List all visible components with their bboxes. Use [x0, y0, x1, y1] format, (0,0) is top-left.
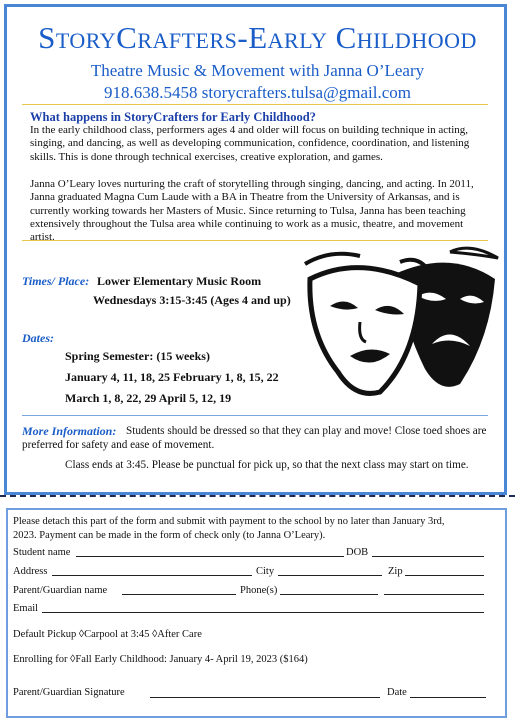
zip-label: Zip [388, 566, 403, 577]
phone-field-2[interactable] [384, 594, 484, 595]
enroll-label: Enrolling for [13, 654, 68, 665]
signature-field[interactable] [150, 697, 380, 698]
pickup-label: Default Pickup [13, 629, 77, 640]
dates-line-1: January 4, 11, 18, 25 February 1, 8, 15, 22 [65, 370, 279, 384]
times-label: Times/ Place: [22, 274, 90, 288]
parent-name-field[interactable] [122, 594, 236, 595]
fall-early-childhood-option[interactable]: ◊Fall Early Childhood: January 4- April 19, 2023 ($164) [70, 654, 308, 665]
page-title: StoryCrafters-Early Childhood [38, 20, 477, 55]
contact-info: 918.638.5458 storycrafters.tulsa@gmail.com [104, 83, 411, 102]
dob-label: DOB [346, 547, 369, 558]
signature-label: Parent/Guardian Signature [13, 687, 125, 698]
form-instructions: Please detach this part of the form and submit with payment to the school by no later than January 3rd, 2023. Payment can be made in the form of check only (to Janna O’Leary). [13, 516, 445, 541]
email-field[interactable] [42, 612, 484, 613]
divider [22, 415, 488, 416]
date-field[interactable] [410, 697, 486, 698]
about-paragraph-1: In the early childhood class, performers ages 4 and older will focus on building technique in acting, singing, and dancing, as well as developing communication, confidence, coordination, and listening skills. This is done through technical exercises, creative exploration, and games. [30, 124, 470, 163]
tear-line [0, 495, 515, 497]
address-field[interactable] [52, 575, 252, 576]
dates-line-2: March 1, 8, 22, 29 April 5, 12, 19 [65, 391, 232, 405]
divider [22, 104, 488, 105]
pickup-row [13, 628, 202, 642]
carpool-option[interactable]: ◊Carpool at 3:45 [78, 629, 150, 640]
theatre-masks-icon [300, 244, 500, 399]
city-label: City [256, 566, 275, 577]
phone-field-1[interactable] [280, 594, 378, 595]
more-info-label: More Information: [22, 424, 117, 438]
diamond-icon: ◊ [152, 629, 158, 640]
times-schedule: Wednesdays 3:15-3:45 (Ages 4 and up) [93, 293, 291, 307]
phone-label: Phone(s) [240, 585, 278, 596]
dates-semester: Spring Semester: (15 weeks) [65, 349, 210, 363]
page-subtitle: Theatre Music & Movement with Janna O’Leary [90, 61, 425, 80]
diamond-icon: ◊ [70, 654, 76, 665]
email-label: Email [13, 603, 39, 614]
times-place: Lower Elementary Music Room [97, 274, 262, 288]
divider [22, 240, 488, 241]
student-name-label: Student name [13, 547, 71, 558]
zip-field[interactable] [405, 575, 484, 576]
dates-label: Dates: [22, 331, 54, 345]
parent-name-label: Parent/Guardian name [13, 585, 108, 596]
after-care-option[interactable]: ◊After Care [152, 629, 202, 640]
about-heading: What happens in StoryCrafters for Early Childhood? [30, 110, 316, 124]
address-label: Address [13, 566, 48, 577]
city-field[interactable] [278, 575, 382, 576]
about-paragraph-2: Janna O’Leary loves nurturing the craft of storytelling through singing, dancing, and acting. In 2011, Janna graduated Magna Cum Laude with a BA in Theatre from the University of Arkansas, and is currently working towards her Masters of Music. Since returning to Tulsa, Janna has been teaching extensively throughout the Tulsa area while continuing to work as a music, theatre, and movement artist. [30, 178, 474, 244]
more-info-text: Students should be dressed so that they can play and move! Close toed shoes are preferred for safety and ease of movement. [22, 425, 487, 451]
diamond-icon: ◊ [78, 629, 85, 640]
date-label: Date [387, 687, 407, 698]
dob-field[interactable] [372, 556, 484, 557]
enroll-row [13, 653, 308, 667]
student-name-field[interactable] [76, 556, 344, 557]
pickup-note: Class ends at 3:45. Please be punctual for pick up, so that the next class may start on time. [65, 459, 469, 471]
